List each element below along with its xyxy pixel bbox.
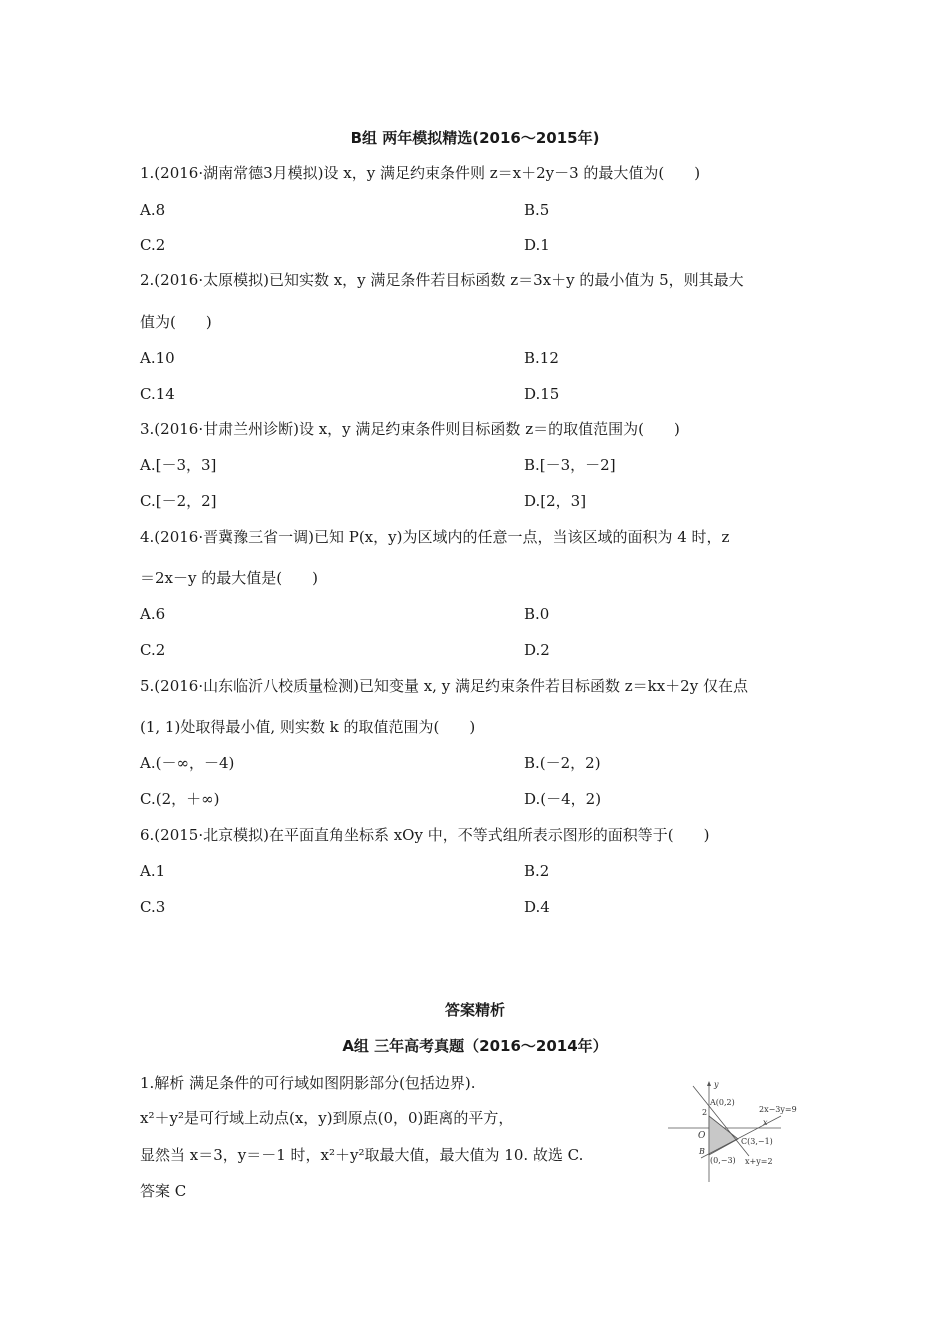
question-6-option-c: C.3 <box>140 898 166 916</box>
y-axis-arrow <box>707 1081 711 1086</box>
question-1-option-a: A.8 <box>140 201 166 219</box>
point-b-label: B <box>699 1147 705 1156</box>
question-5-option-c: C.(2，＋∞) <box>140 790 220 808</box>
line-2x-3y-label: 2x−3y=9 <box>759 1105 797 1114</box>
origin-label: O <box>698 1131 706 1141</box>
feasible-region-figure <box>663 1078 823 1184</box>
solution-line-1: 1.解析 满足条件的可行域如图阴影部分(包括边界). <box>140 1074 476 1092</box>
question-5-option-d: D.(－4，2) <box>524 790 602 808</box>
y-axis-label: y <box>714 1080 719 1089</box>
question-1-option-c: C.2 <box>140 236 166 254</box>
x-axis-label: x <box>763 1118 768 1127</box>
question-6-option-d: D.4 <box>524 898 550 916</box>
section-b-title: B组 两年模拟精选(2016～2015年) <box>350 129 600 147</box>
point-b-coordinate: (0,−3) <box>710 1156 736 1165</box>
question-5-stem: 5.(2016·山东临沂八校质量检测)已知变量 x, y 满足约束条件若目标函数 z＝kx＋2y 仅在点 <box>140 677 748 695</box>
point-a-label: A(0,2) <box>710 1098 735 1107</box>
question-3-option-b: B.[－3，－2] <box>524 456 616 474</box>
question-1-stem: 1.(2016·湖南常德3月模拟)设 x，y 满足约束条件则 z＝x＋2y－3 的最大值为( ) <box>140 164 701 182</box>
question-4-option-c: C.2 <box>140 641 166 659</box>
question-5-stem-continued: (1, 1)处取得最小值, 则实数 k 的取值范围为( ) <box>140 718 476 736</box>
question-3-stem: 3.(2016·甘肃兰州诊断)设 x，y 满足约束条件则目标函数 z＝的取值范围为( ) <box>140 420 680 438</box>
question-2-option-b: B.12 <box>524 349 559 367</box>
question-3-option-d: D.[2，3] <box>524 492 587 510</box>
question-3-option-a: A.[－3，3] <box>140 456 217 474</box>
shaded-region <box>709 1116 738 1155</box>
question-4-stem: 4.(2016·晋冀豫三省一调)已知 P(x，y)为区域内的任意一点，当该区域的面积为 4 时，z <box>140 528 730 546</box>
question-3-option-c: C.[－2，2] <box>140 492 217 510</box>
question-2-stem-continued: 值为( ) <box>140 313 212 331</box>
question-6-stem: 6.(2015·北京模拟)在平面直角坐标系 xOy 中，不等式组所表示图形的面积等于( ) <box>140 826 710 844</box>
question-1-option-d: D.1 <box>524 236 550 254</box>
question-6-option-a: A.1 <box>140 862 166 880</box>
point-c-label: C(3,−1) <box>741 1137 773 1146</box>
question-2-option-c: C.14 <box>140 385 175 403</box>
question-5-option-b: B.(－2，2) <box>524 754 601 772</box>
question-2-option-d: D.15 <box>524 385 560 403</box>
solution-line-3: 显然当 x＝3，y＝－1 时，x²＋y²取最大值，最大值为 10. 故选 C. <box>140 1146 584 1164</box>
question-4-stem-continued: ＝2x－y 的最大值是( ) <box>140 569 318 587</box>
solution-answer: 答案 C <box>140 1182 187 1200</box>
answer-section-title: 答案精析 <box>444 1001 505 1019</box>
question-4-option-a: A.6 <box>140 605 166 623</box>
section-a-title: A组 三年高考真题（2016～2014年） <box>342 1037 608 1055</box>
line-x-y-label: x+y=2 <box>745 1157 773 1166</box>
question-2-stem: 2.(2016·太原模拟)已知实数 x，y 满足条件若目标函数 z＝3x＋y 的最小值为 5，则其最大 <box>140 271 744 289</box>
feasible-region-diagram <box>663 1078 823 1184</box>
y-intercept-label: 2 <box>702 1108 708 1117</box>
question-5-option-a: A.(－∞，－4) <box>140 754 235 772</box>
question-2-option-a: A.10 <box>140 349 175 367</box>
question-1-option-b: B.5 <box>524 201 550 219</box>
question-4-option-d: D.2 <box>524 641 550 659</box>
solution-line-2: x²＋y²是可行域上动点(x，y)到原点(0，0)距离的平方， <box>140 1109 514 1127</box>
question-6-option-b: B.2 <box>524 862 550 880</box>
question-4-option-b: B.0 <box>524 605 550 623</box>
